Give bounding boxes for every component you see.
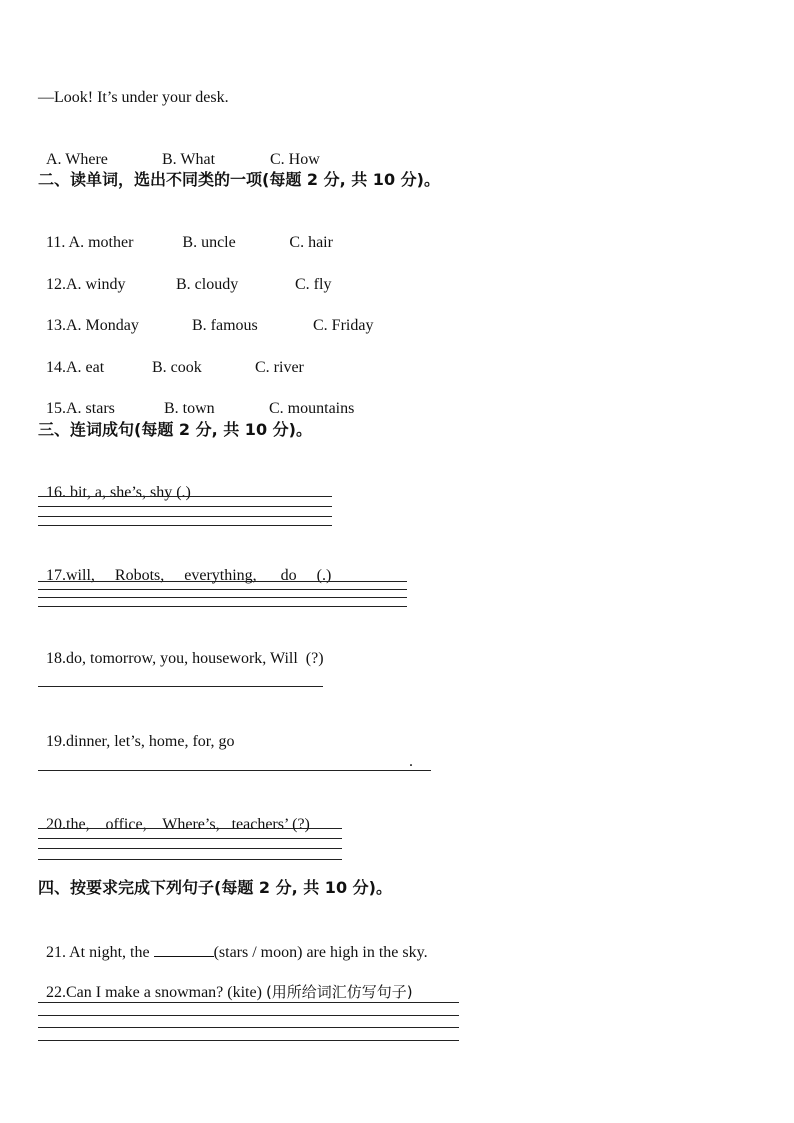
answer-line: [38, 770, 431, 771]
question-19: [38, 712, 234, 752]
option-a: .A. eat: [62, 359, 105, 376]
option-a: .A. windy: [62, 276, 126, 293]
q-text: .Can I make a snowman? (kite): [62, 984, 266, 1001]
answer-line: [38, 581, 407, 582]
answer-line: [38, 686, 323, 687]
q-num: 21: [46, 944, 62, 961]
q10-answer: —Look! It’s under your desk.: [38, 89, 229, 106]
q-num: 13: [46, 317, 62, 334]
option-a: A. Where: [46, 151, 108, 168]
option-a: . A. mother: [61, 234, 134, 251]
section-3-title: 三、连词成句(每题 2 分, 共 10 分)。: [38, 420, 312, 439]
q-text: .the, office, Where’s, teachers’ (?): [62, 816, 310, 833]
q19-end-mark: .: [409, 753, 413, 770]
question-20: [38, 795, 310, 835]
q-instruction: (用所给词汇仿写句子): [265, 983, 413, 1001]
q-num: 18: [46, 650, 62, 667]
option-a: .A. Monday: [62, 317, 139, 334]
answer-line: [38, 828, 342, 829]
answer-line: [38, 506, 332, 507]
q-num: 17: [46, 567, 62, 584]
q10-options: [38, 130, 320, 170]
question-22: [38, 962, 413, 1003]
option-b: B. cook: [152, 359, 202, 376]
q-num: 19: [46, 733, 62, 750]
q-num: 11: [46, 234, 62, 251]
q-text-pre: . At night, the: [62, 944, 154, 961]
option-c: C. How: [270, 151, 320, 168]
answer-line: [38, 516, 332, 517]
option-a: .A. stars: [62, 400, 115, 417]
q-text-post: (stars / moon) are high in the sky.: [213, 944, 428, 961]
option-b: B. town: [164, 400, 215, 417]
option-b: B. famous: [192, 317, 258, 334]
question-13: [38, 296, 373, 336]
q-num: 16: [46, 484, 62, 501]
q-num: 12: [46, 276, 62, 293]
answer-line: [38, 606, 407, 607]
q-text: . bit, a, she’s, shy (.): [62, 484, 191, 501]
q-text: .do, tomorrow, you, housework, Will (?): [62, 650, 324, 667]
q-num: 14: [46, 359, 62, 376]
option-c: C. river: [255, 359, 304, 376]
answer-line: [38, 525, 332, 526]
question-11: [38, 213, 333, 253]
answer-line: [38, 838, 342, 839]
q-num: 20: [46, 816, 62, 833]
question-15: [38, 379, 354, 419]
question-17: [38, 546, 331, 586]
answer-line: [38, 1040, 459, 1041]
answer-line: [38, 1002, 459, 1003]
q-text: .dinner, let’s, home, for, go: [62, 733, 235, 750]
option-b: B. cloudy: [176, 276, 239, 293]
question-18: [38, 629, 324, 669]
option-c: C. hair: [289, 234, 333, 251]
q-text: .will, Robots, everything, do (.): [62, 567, 332, 584]
option-c: C. mountains: [269, 400, 355, 417]
answer-line: [38, 496, 332, 497]
question-12: [38, 255, 331, 295]
section-4-title: 四、按要求完成下列句子(每题 2 分, 共 10 分)。: [38, 878, 392, 897]
option-c: C. fly: [295, 276, 332, 293]
option-b: B. uncle: [182, 234, 236, 251]
answer-line: [38, 848, 342, 849]
answer-line: [38, 1015, 459, 1016]
answer-line: [38, 589, 407, 590]
q-num: 22: [46, 984, 62, 1001]
answer-line: [38, 859, 342, 860]
option-b: B. What: [162, 151, 216, 168]
question-16: [38, 463, 191, 503]
answer-line: [38, 1027, 459, 1028]
q-num: 15: [46, 400, 62, 417]
option-c: C. Friday: [313, 317, 374, 334]
question-21: [38, 920, 428, 963]
section-2-title: 二、读单词，选出不同类的一项(每题 2 分, 共 10 分)。: [38, 170, 440, 189]
question-14: [38, 338, 304, 378]
answer-line: [38, 597, 407, 598]
fill-blank[interactable]: [154, 940, 214, 957]
